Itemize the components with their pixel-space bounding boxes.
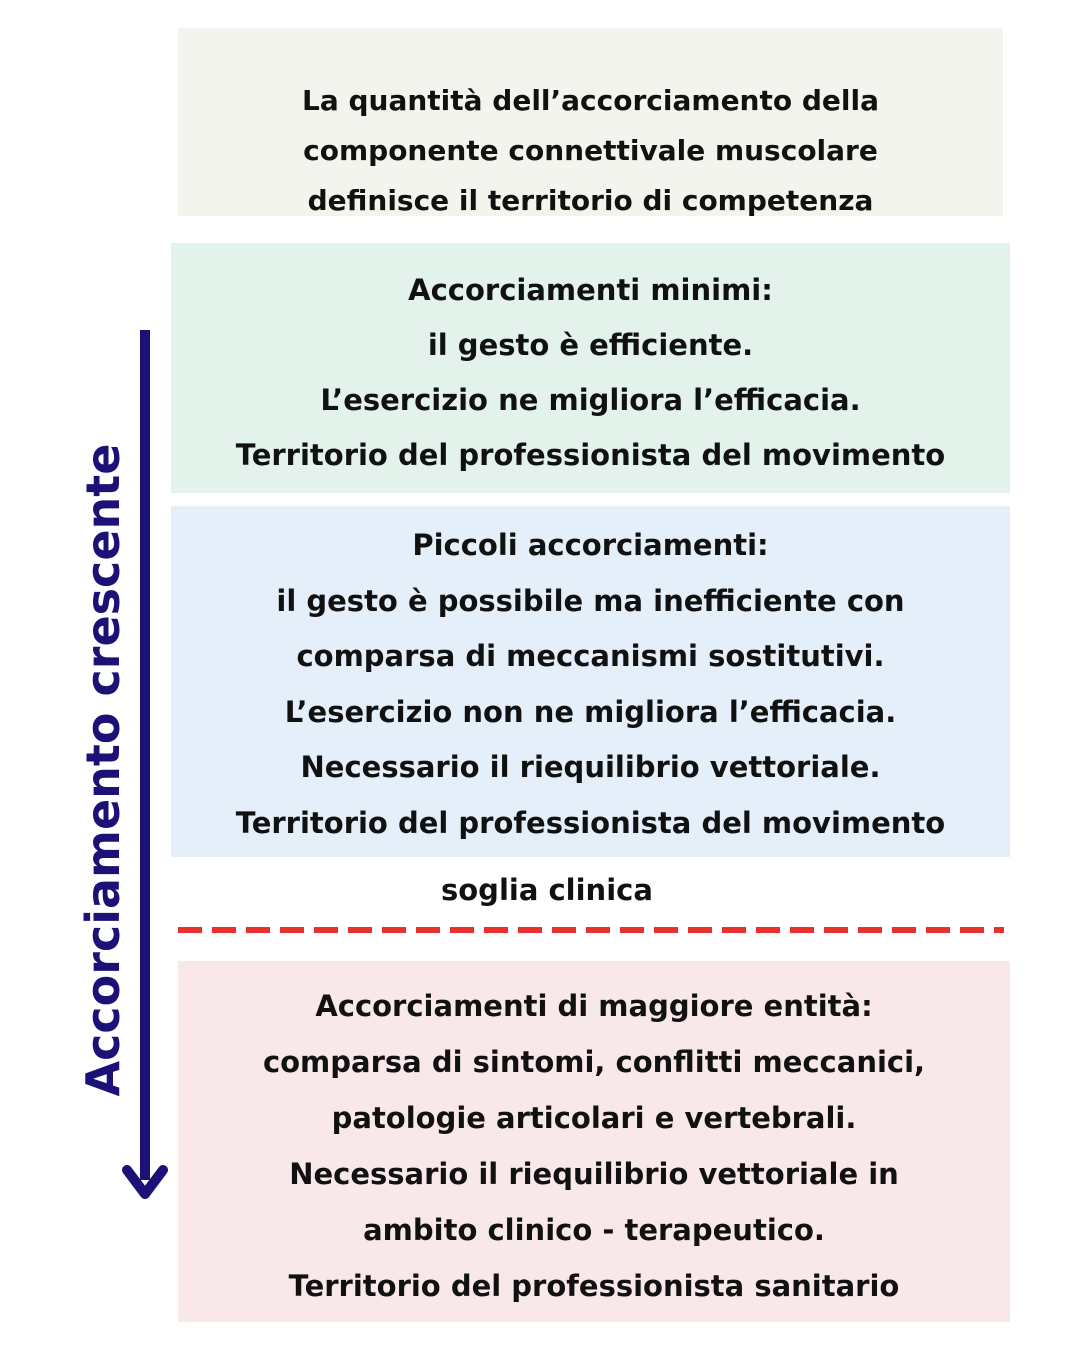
level-text-line: Necessario il riequilibrio vettoriale in <box>289 1157 899 1191</box>
level-text-line: il gesto è efficiente. <box>427 328 754 362</box>
level-title: Accorciamenti di maggiore entità: <box>315 989 873 1023</box>
level-title: Piccoli accorciamenti: <box>412 528 769 562</box>
header-line: componente connettivale muscolare <box>303 134 878 167</box>
header-statement-box <box>178 28 1003 216</box>
level-text-line: comparsa di sintomi, conflitti meccanici, <box>262 1045 926 1079</box>
level-box-minimal-shortening <box>171 243 1010 493</box>
clinical-threshold-dashed-line <box>178 927 1004 933</box>
level-text-line: ambito clinico - terapeutico. <box>363 1213 825 1247</box>
level-text-line: comparsa di meccanismi sostitutivi. <box>296 639 885 673</box>
level-text-line: Territorio del professionista del movimento <box>235 438 946 472</box>
level-text-line: L’esercizio ne migliora l’efficacia. <box>320 383 861 417</box>
level-text-line: patologie articolari e vertebrali. <box>331 1101 857 1135</box>
level-text-line: Necessario il riequilibrio vettoriale. <box>300 750 881 784</box>
level-title: Accorciamenti minimi: <box>408 273 773 307</box>
header-line: La quantità dell’accorciamento della <box>302 84 879 117</box>
level-text-line: Territorio del professionista sanitario <box>288 1269 900 1303</box>
level-text-line: il gesto è possibile ma inefficiente con <box>276 583 905 618</box>
increasing-shortening-axis <box>73 436 133 1104</box>
header-line: definisce il territorio di competenza <box>307 184 874 217</box>
level-text-line: Territorio del professionista del movimento <box>235 805 946 840</box>
clinical-threshold-label: soglia clinica <box>441 873 653 907</box>
level-box-major-shortening <box>178 961 1010 1322</box>
level-box-small-shortening <box>171 506 1010 857</box>
axis-label: Accorciamento crescente <box>76 443 130 1097</box>
level-text-line: L’esercizio non ne migliora l’efficacia. <box>284 694 897 729</box>
